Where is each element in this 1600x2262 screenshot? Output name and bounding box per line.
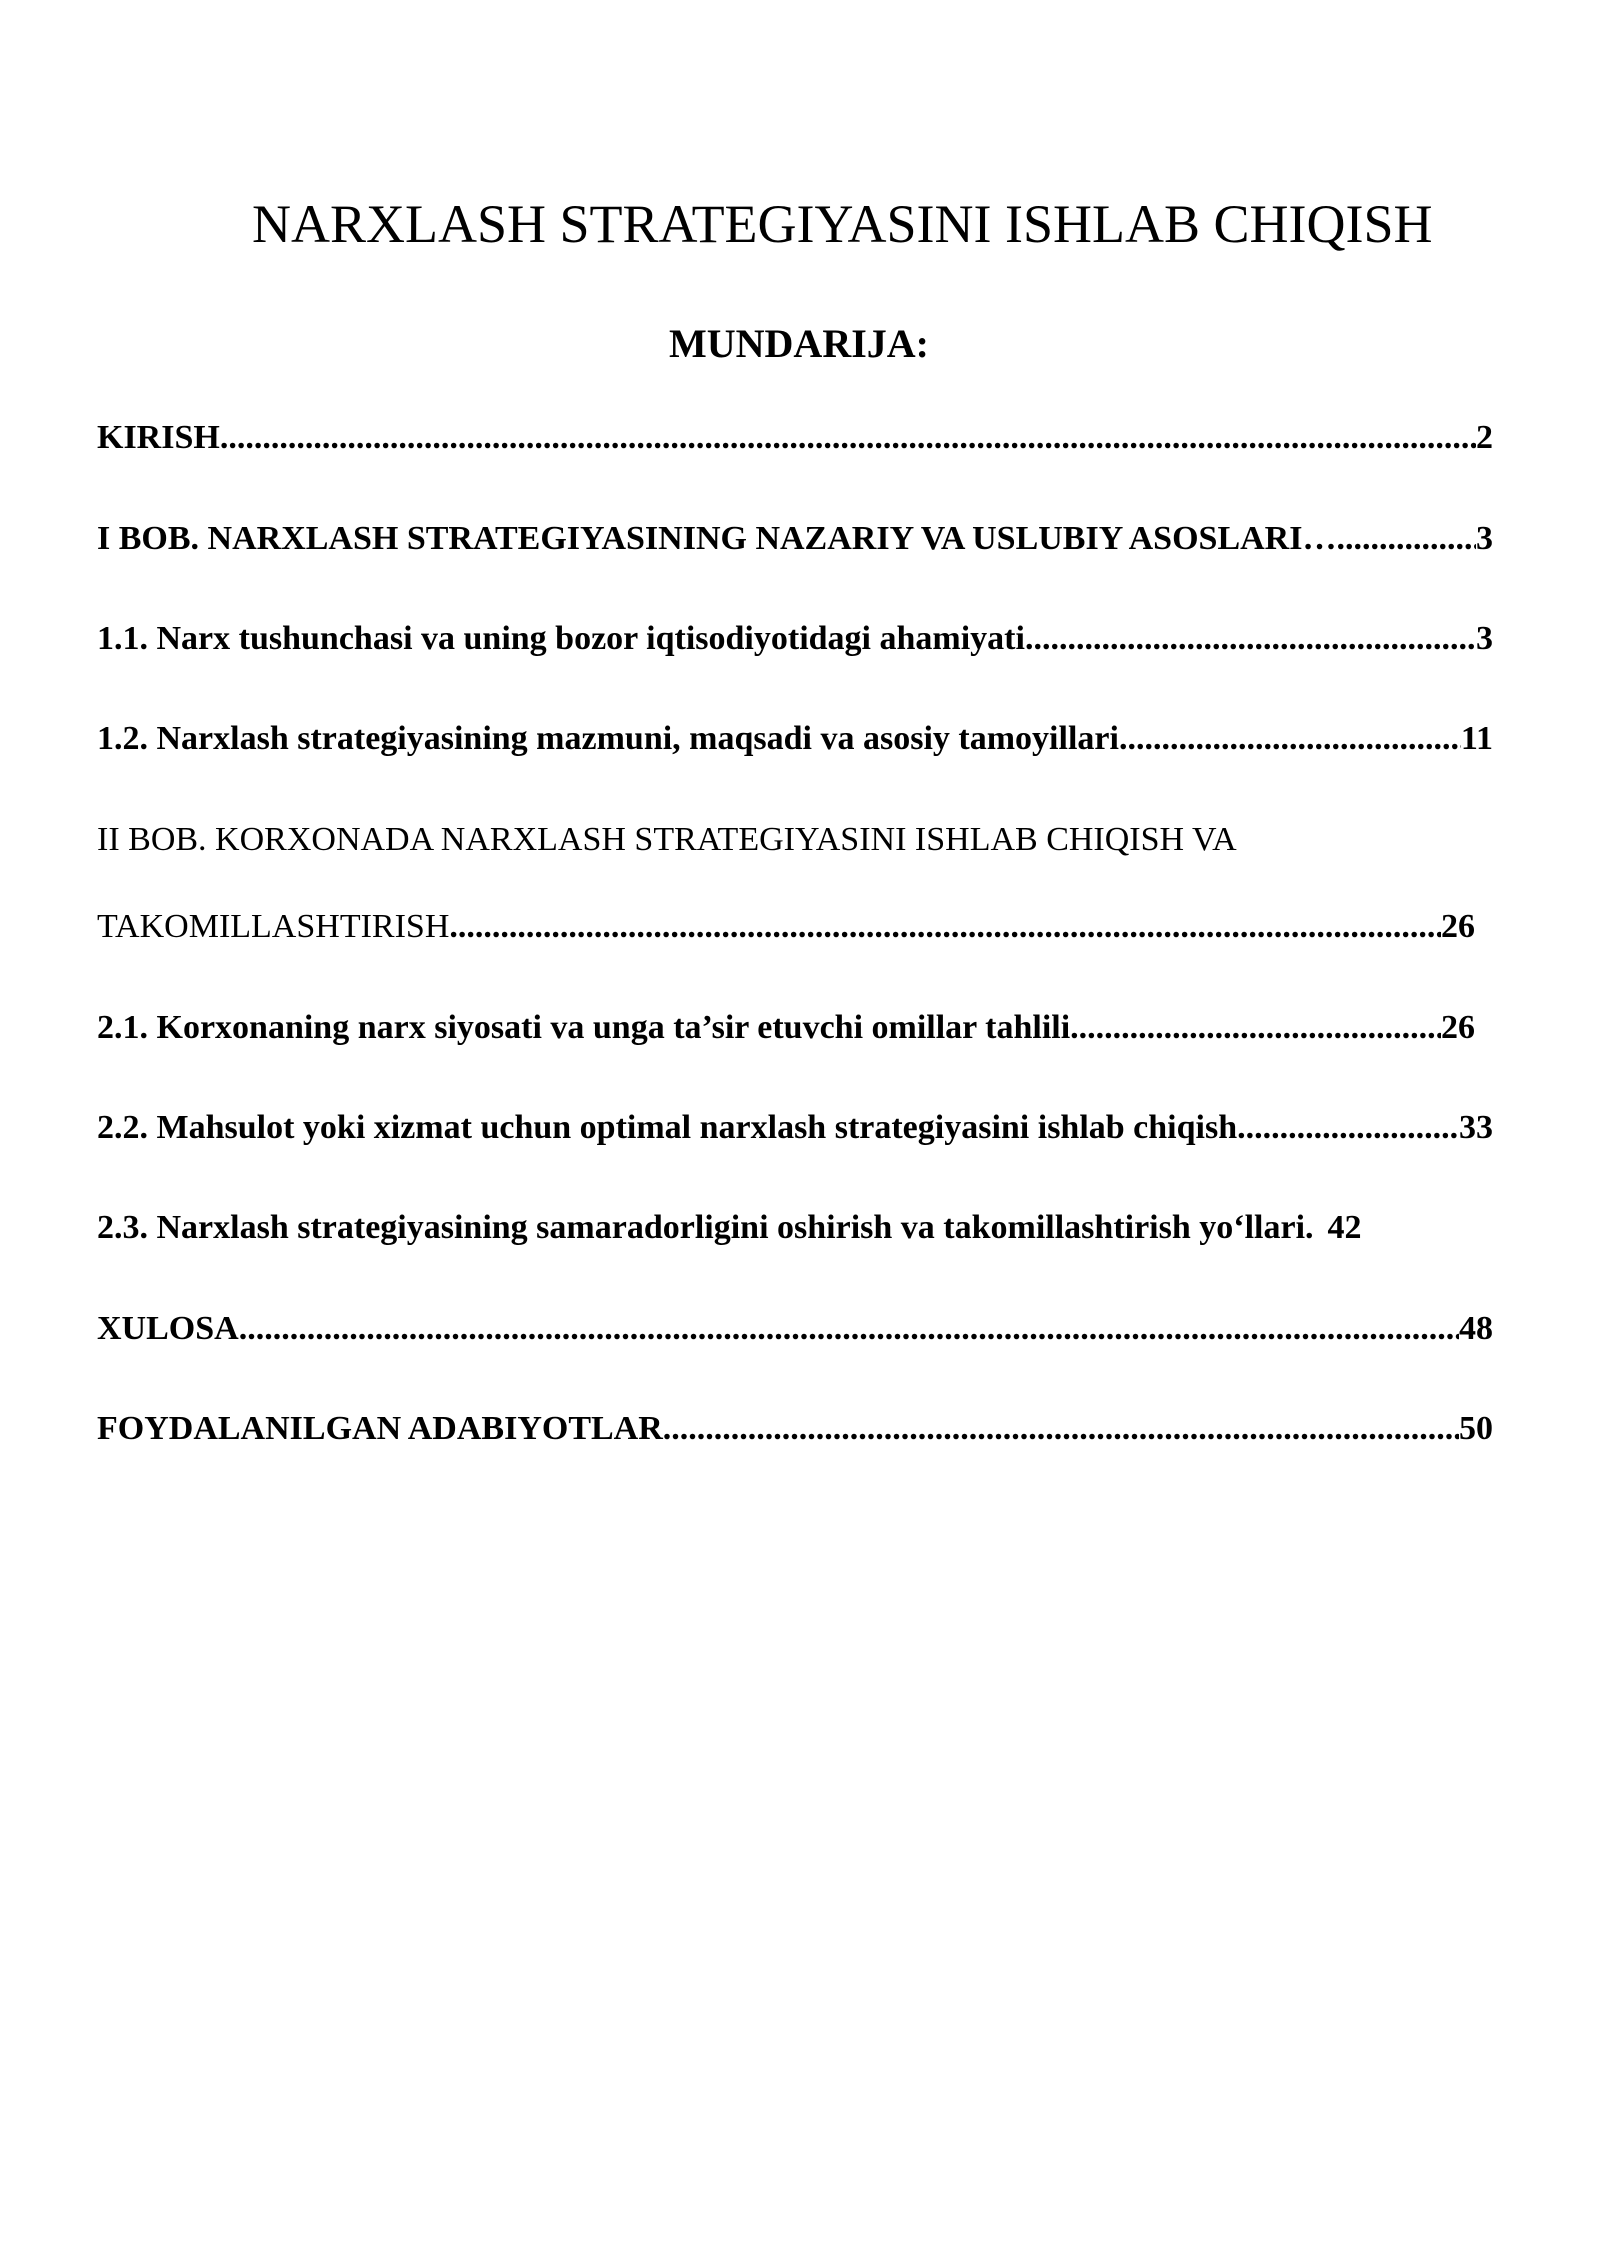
document-title: NARXLASH STRATEGIYASINI ISHLAB CHIQISH xyxy=(252,194,1433,254)
toc-leader-dots xyxy=(449,902,1441,952)
toc-entry-page: 26 xyxy=(1441,908,1475,945)
toc-entry-bob1[interactable] xyxy=(97,514,1493,564)
toc-leader-dots xyxy=(220,413,1476,463)
toc-entry-bob2[interactable] xyxy=(97,902,1475,952)
toc-leader-dots xyxy=(663,1404,1459,1454)
toc-entry-bob2-line1[interactable]: II BOB. KORXONADA NARXLASH STRATEGIYASINI ISHLAB CHIQISH VA xyxy=(97,821,1237,858)
toc-entry-adabiyotlar[interactable] xyxy=(97,1404,1493,1454)
toc-entry-label: KIRISH xyxy=(97,419,220,456)
toc-leader-dots xyxy=(239,1304,1459,1354)
toc-entry-label: 2.2. Mahsulot yoki xizmat uchun optimal narxlash strategiyasini ishlab chiqish xyxy=(97,1109,1238,1146)
toc-leader-dots xyxy=(1237,1103,1459,1153)
toc-entry-kirish[interactable] xyxy=(97,413,1493,463)
toc-entry-2-1[interactable] xyxy=(97,1003,1475,1053)
toc-entry-label: 2.1. Korxonaning narx siyosati va unga ta’sir etuvchi omillar tahlili xyxy=(97,1009,1071,1046)
toc-entry-page: 26 xyxy=(1441,1009,1475,1046)
toc-entry-page: 48 xyxy=(1459,1310,1493,1347)
toc-entry-1-1[interactable] xyxy=(97,614,1493,664)
toc-leader-dots xyxy=(1025,614,1476,664)
toc-leader-dots xyxy=(1070,1003,1441,1053)
toc-entry-page: 42 xyxy=(1327,1209,1362,1246)
toc-entry-label: I BOB. NARXLASH STRATEGIYASINING NAZARIY VA USLUBIY ASOSLARI… xyxy=(97,520,1337,557)
toc-leader-dots xyxy=(1119,714,1461,764)
toc-entry-page: 11 xyxy=(1460,720,1493,757)
toc-heading-text: MUNDARIJA: xyxy=(669,321,929,366)
toc-entry-page: 33 xyxy=(1459,1109,1493,1146)
toc-entry-label: 2.3. Narxlash strategiyasining samaradorligini oshirish va takomillashtirish yo‘llari. xyxy=(97,1209,1314,1246)
toc-entry-label: 1.1. Narx tushunchasi va uning bozor iqtisodiyotidagi ahamiyati xyxy=(97,620,1025,657)
toc-entry-page: 2 xyxy=(1476,419,1493,456)
toc-entry-1-2[interactable] xyxy=(97,714,1493,764)
toc-entry-page: 3 xyxy=(1476,520,1493,557)
toc-entry-label: XULOSA xyxy=(97,1310,239,1347)
toc-heading xyxy=(0,318,1600,370)
toc-entry-page: 50 xyxy=(1459,1410,1493,1447)
toc-entry-label: TAKOMILLASHTIRISH xyxy=(97,908,450,945)
toc-leader-dots xyxy=(1336,514,1476,564)
toc-entry-2-3[interactable] xyxy=(97,1203,1493,1253)
toc-entry-label: FOYDALANILGAN ADABIYOTLAR xyxy=(97,1410,663,1447)
toc-entry-page: 3 xyxy=(1476,620,1493,657)
toc-entry-2-2[interactable] xyxy=(97,1103,1493,1153)
toc-entry-label: 1.2. Narxlash strategiyasining mazmuni, maqsadi va asosiy tamoyillari xyxy=(97,720,1119,757)
toc-entry-xulosa[interactable] xyxy=(97,1304,1493,1354)
